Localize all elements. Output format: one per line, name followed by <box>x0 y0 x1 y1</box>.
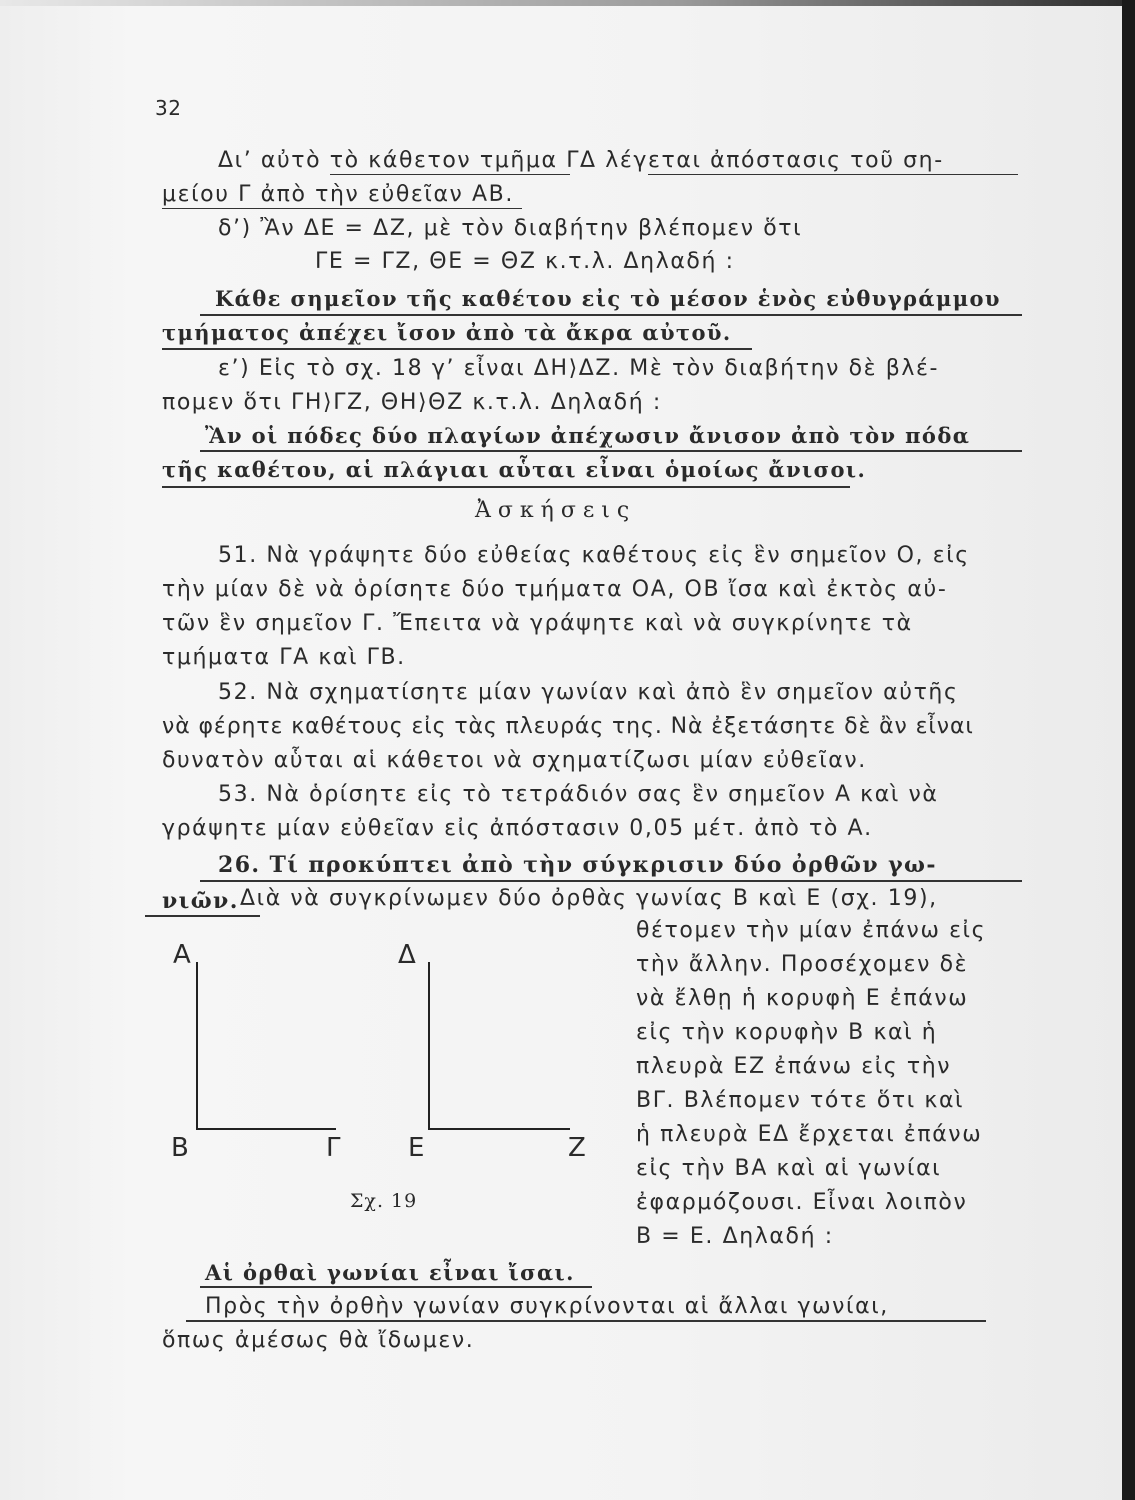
underline <box>145 915 260 917</box>
exercise-52-line: δυνατὸν αὗται αἱ κάθετοι νὰ σχηματίζωσι μίαν εὐθεῖαν. <box>162 748 867 773</box>
underline <box>186 1320 986 1322</box>
scan-top-edge <box>0 0 1135 6</box>
text-line: μείου Γ ἀπὸ τὴν εὐθεῖαν ΑΒ. <box>162 182 514 207</box>
label-e: Ε <box>408 1133 425 1163</box>
text-line: πλευρὰ ΕΖ ἐπάνω εἰς τὴν <box>636 1054 952 1079</box>
rule-line: τῆς καθέτου, αἱ πλάγιαι αὗται εἶναι ὁμοίως ἄνισοι. <box>162 457 867 482</box>
underline <box>162 208 522 209</box>
exercises-heading: Ἀσκήσεις <box>475 498 637 523</box>
label-a: Α <box>173 940 191 970</box>
exercise-52-line: νὰ φέρητε καθέτους εἰς τὰς πλευράς της. Νὰ ἐξετάσητε δὲ ἂν εἶναι <box>162 714 974 739</box>
angle-e-vertical-side <box>428 962 430 1130</box>
rule-line: Αἱ ὀρθαὶ γωνίαι εἶναι ἴσαι. <box>205 1260 575 1285</box>
exercise-52-line: 52. Νὰ σχηματίσητε μίαν γωνίαν καὶ ἀπὸ ἓν σημεῖον αὐτῆς <box>218 680 959 705</box>
rule-line: Ἂν οἱ πόδες δύο πλαγίων ἀπέχωσιν ἄνισον ἀπὸ τὸν πόδα <box>205 423 971 448</box>
label-g: Γ <box>326 1133 341 1163</box>
underline <box>648 174 1018 175</box>
exercise-53-line: γράψητε μίαν εὐθεῖαν εἰς ἀπόστασιν 0,05 μέτ. ἀπὸ τὸ Α. <box>162 816 873 841</box>
underline <box>200 880 1022 882</box>
exercise-51-line: 51. Νὰ γράψητε δύο εὐθείας καθέτους εἰς ἓν σημεῖον Ο, εἰς <box>218 543 970 568</box>
text-line: ε’) Εἰς τὸ σχ. 18 γ’ εἶναι ΔΗ⟩ΔΖ. Μὲ τὸν διαβήτην δὲ βλέ- <box>218 356 940 381</box>
page-number: 32 <box>155 96 182 120</box>
text-line: δ’) Ἂν ΔΕ = ΔΖ, μὲ τὸν διαβήτην βλέπομεν ὅτι <box>218 216 803 241</box>
underline <box>162 348 752 350</box>
text-line: Πρὸς τὴν ὀρθὴν γωνίαν συγκρίνονται αἱ ἄλλαι γωνίαι, <box>205 1294 889 1319</box>
underline <box>200 1286 592 1288</box>
text-line: εἰς τὴν κορυφὴν Β καὶ ἡ <box>636 1020 938 1045</box>
underline <box>162 486 850 488</box>
exercise-53-line: 53. Νὰ ὁρίσητε εἰς τὸ τετράδιόν σας ἓν σημεῖον Α καὶ νὰ <box>218 782 939 807</box>
text-line: εἰς τὴν ΒΑ καὶ αἱ γωνίαι <box>636 1156 942 1181</box>
label-d: Δ <box>398 940 416 970</box>
scan-right-edge <box>1122 0 1135 1500</box>
text-line: Β = Ε. Δηλαδή : <box>636 1224 834 1249</box>
text-line: ἡ πλευρὰ ΕΔ ἔρχεται ἐπάνω <box>636 1122 983 1147</box>
rule-line: Κάθε σημεῖον τῆς καθέτου εἰς τὸ μέσον ἑνὸς εὐθυγράμμου <box>215 286 1001 311</box>
text-line: τὴν ἄλλην. Προσέχομεν δὲ <box>636 952 969 977</box>
text-line: ΓΕ = ΓΖ, ΘΕ = ΘΖ κ.τ.λ. Δηλαδή : <box>315 249 735 274</box>
section-26-heading: νιῶν. <box>162 888 239 914</box>
exercise-51-line: τὴν μίαν δὲ νὰ ὁρίσητε δύο τμήματα ΟΑ, ΟΒ ἴσα καὶ ἐκτὸς αὐ- <box>162 577 948 602</box>
text-line: ἐφαρμόζουσι. Εἶναι λοιπὸν <box>636 1190 968 1215</box>
figure-caption: Σχ. 19 <box>350 1190 418 1212</box>
rule-line: τμήματος ἀπέχει ἴσον ἀπὸ τὰ ἄκρα αὐτοῦ. <box>162 320 732 345</box>
angle-e-horizontal-side <box>428 1128 570 1130</box>
underline <box>330 174 570 175</box>
section-26-heading: 26. Τί προκύπτει ἀπὸ τὴν σύγκρισιν δύο ὀρθῶν γω- <box>218 852 937 878</box>
label-b: Β <box>171 1133 189 1163</box>
text-line: ὅπως ἀμέσως θὰ ἴδωμεν. <box>162 1328 475 1353</box>
exercise-51-line: τμήματα ΓΑ καὶ ΓΒ. <box>162 645 406 670</box>
text-line: Δι’ αὐτὸ τὸ κάθετον τμῆμα ΓΔ λέγεται ἀπόστασις τοῦ ση- <box>218 148 944 173</box>
angle-b-horizontal-side <box>196 1128 336 1130</box>
angle-b-vertical-side <box>196 962 198 1130</box>
underline <box>200 314 1022 316</box>
underline <box>200 450 1022 452</box>
exercise-51-line: τῶν ἓν σημεῖον Γ. Ἔπειτα νὰ γράψητε καὶ νὰ συγκρίνητε τὰ <box>162 611 913 636</box>
label-z: Ζ <box>568 1133 586 1163</box>
text-line: ΒΓ. Βλέπομεν τότε ὅτι καὶ <box>636 1088 965 1113</box>
text-line: Διὰ νὰ συγκρίνωμεν δύο ὀρθὰς γωνίας Β καὶ Ε (σχ. 19), <box>240 886 938 911</box>
text-line: νὰ ἔλθῃ ἡ κορυφὴ Ε ἐπάνω <box>636 986 969 1011</box>
text-line: πομεν ὅτι ΓΗ⟩ΓΖ, ΘΗ⟩ΘΖ κ.τ.λ. Δηλαδή : <box>162 390 662 415</box>
text-line: θέτομεν τὴν μίαν ἐπάνω εἰς <box>636 918 987 943</box>
